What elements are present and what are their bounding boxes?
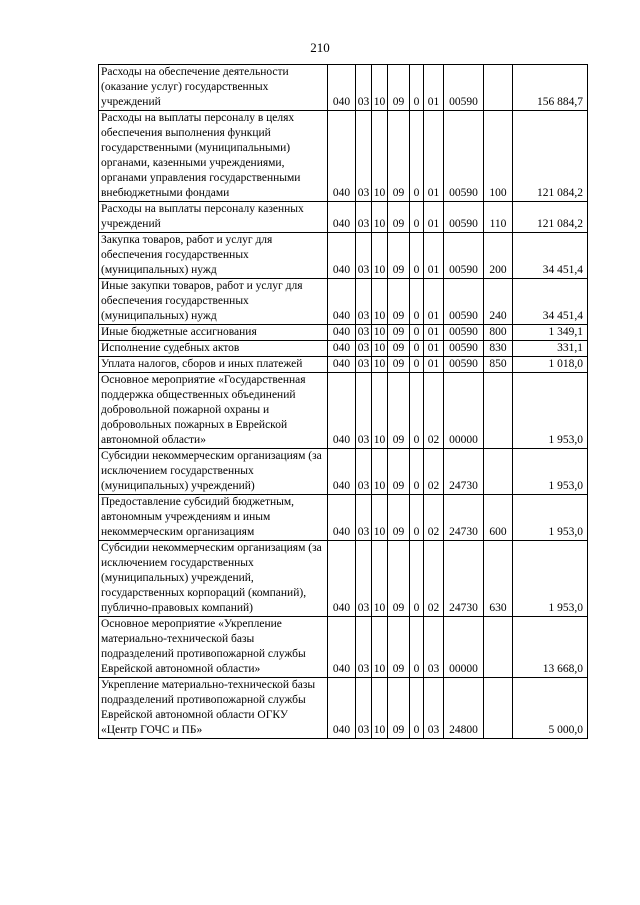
row-direction-code: 00590 xyxy=(444,357,484,373)
row-event-code: 01 xyxy=(424,279,444,325)
row-subsection-code: 10 xyxy=(372,279,388,325)
row-subprogram-code: 0 xyxy=(410,357,424,373)
row-program-code: 09 xyxy=(388,111,410,202)
row-ministry-code: 040 xyxy=(328,617,356,678)
row-amount: 34 451,4 xyxy=(513,233,588,279)
row-section-code: 03 xyxy=(356,279,372,325)
row-direction-code: 00590 xyxy=(444,279,484,325)
row-subsection-code: 10 xyxy=(372,678,388,739)
row-program-code: 09 xyxy=(388,357,410,373)
row-direction-code: 00590 xyxy=(444,65,484,111)
row-event-code: 01 xyxy=(424,357,444,373)
row-section-code: 03 xyxy=(356,617,372,678)
row-name: Расходы на выплаты персоналу казенных учреждений xyxy=(99,202,328,233)
row-event-code: 01 xyxy=(424,325,444,341)
row-subsection-code: 10 xyxy=(372,341,388,357)
row-expense-type-code: 110 xyxy=(484,202,513,233)
row-expense-type-code: 850 xyxy=(484,357,513,373)
table-row xyxy=(99,495,588,541)
row-direction-code: 24800 xyxy=(444,678,484,739)
budget-table-body xyxy=(99,65,588,739)
row-event-code: 01 xyxy=(424,202,444,233)
table-row xyxy=(99,111,588,202)
row-program-code: 09 xyxy=(388,541,410,617)
row-ministry-code: 040 xyxy=(328,233,356,279)
row-direction-code: 00590 xyxy=(444,202,484,233)
row-section-code: 03 xyxy=(356,449,372,495)
row-subprogram-code: 0 xyxy=(410,541,424,617)
row-section-code: 03 xyxy=(356,202,372,233)
row-section-code: 03 xyxy=(356,341,372,357)
row-direction-code: 00590 xyxy=(444,233,484,279)
row-ministry-code: 040 xyxy=(328,325,356,341)
row-subprogram-code: 0 xyxy=(410,325,424,341)
row-name: Субсидии некоммерческим организациям (за исключением государственных (муниципальных) учреждений) xyxy=(99,449,328,495)
row-expense-type-code: 240 xyxy=(484,279,513,325)
row-ministry-code: 040 xyxy=(328,202,356,233)
row-subprogram-code: 0 xyxy=(410,233,424,279)
row-program-code: 09 xyxy=(388,65,410,111)
row-amount: 1 953,0 xyxy=(513,373,588,449)
page-number: 210 xyxy=(310,40,330,55)
row-expense-type-code: 630 xyxy=(484,541,513,617)
row-amount: 1 018,0 xyxy=(513,357,588,373)
table-row xyxy=(99,357,588,373)
row-program-code: 09 xyxy=(388,202,410,233)
row-expense-type-code: 200 xyxy=(484,233,513,279)
row-section-code: 03 xyxy=(356,325,372,341)
row-amount: 1 953,0 xyxy=(513,449,588,495)
row-subprogram-code: 0 xyxy=(410,617,424,678)
table-row xyxy=(99,279,588,325)
row-program-code: 09 xyxy=(388,325,410,341)
table-row xyxy=(99,341,588,357)
row-ministry-code: 040 xyxy=(328,341,356,357)
row-section-code: 03 xyxy=(356,678,372,739)
table-row xyxy=(99,65,588,111)
row-program-code: 09 xyxy=(388,449,410,495)
row-expense-type-code xyxy=(484,617,513,678)
row-name: Расходы на обеспечение деятельности (оказание услуг) государственных учреждений xyxy=(99,65,328,111)
table-row xyxy=(99,678,588,739)
row-ministry-code: 040 xyxy=(328,65,356,111)
row-section-code: 03 xyxy=(356,111,372,202)
row-direction-code: 00590 xyxy=(444,325,484,341)
row-direction-code: 00590 xyxy=(444,341,484,357)
row-program-code: 09 xyxy=(388,341,410,357)
row-amount: 1 953,0 xyxy=(513,495,588,541)
row-subprogram-code: 0 xyxy=(410,279,424,325)
row-amount: 34 451,4 xyxy=(513,279,588,325)
row-subprogram-code: 0 xyxy=(410,678,424,739)
row-subsection-code: 10 xyxy=(372,65,388,111)
row-ministry-code: 040 xyxy=(328,449,356,495)
row-subprogram-code: 0 xyxy=(410,111,424,202)
row-expense-type-code: 830 xyxy=(484,341,513,357)
table-row xyxy=(99,449,588,495)
row-ministry-code: 040 xyxy=(328,357,356,373)
row-subsection-code: 10 xyxy=(372,617,388,678)
row-subsection-code: 10 xyxy=(372,111,388,202)
row-ministry-code: 040 xyxy=(328,678,356,739)
row-program-code: 09 xyxy=(388,373,410,449)
row-amount: 121 084,2 xyxy=(513,111,588,202)
row-event-code: 01 xyxy=(424,233,444,279)
table-row xyxy=(99,541,588,617)
row-expense-type-code xyxy=(484,65,513,111)
row-name: Укрепление материально-технической базы подразделений противопожарной службы Еврейской автономной области ОГКУ «Центр ГОЧС и ПБ» xyxy=(99,678,328,739)
row-amount: 13 668,0 xyxy=(513,617,588,678)
row-direction-code: 00000 xyxy=(444,373,484,449)
row-subsection-code: 10 xyxy=(372,202,388,233)
row-event-code: 03 xyxy=(424,678,444,739)
row-amount: 331,1 xyxy=(513,341,588,357)
row-event-code: 02 xyxy=(424,541,444,617)
row-subprogram-code: 0 xyxy=(410,373,424,449)
row-name: Основное мероприятие «Укрепление материально-технической базы подразделений противопожарной службы Еврейской автономной области» xyxy=(99,617,328,678)
row-event-code: 03 xyxy=(424,617,444,678)
row-program-code: 09 xyxy=(388,495,410,541)
row-section-code: 03 xyxy=(356,233,372,279)
row-name: Иные бюджетные ассигнования xyxy=(99,325,328,341)
row-subprogram-code: 0 xyxy=(410,495,424,541)
row-event-code: 01 xyxy=(424,111,444,202)
row-subsection-code: 10 xyxy=(372,541,388,617)
row-name: Основное мероприятие «Государственная поддержка общественных объединений добровольной пожарной охраны и добровольных пожарных в Еврейской автономной области» xyxy=(99,373,328,449)
row-event-code: 01 xyxy=(424,65,444,111)
table-row xyxy=(99,617,588,678)
row-event-code: 01 xyxy=(424,341,444,357)
row-expense-type-code xyxy=(484,678,513,739)
row-direction-code: 24730 xyxy=(444,449,484,495)
row-direction-code: 24730 xyxy=(444,541,484,617)
row-section-code: 03 xyxy=(356,495,372,541)
row-subsection-code: 10 xyxy=(372,357,388,373)
row-direction-code: 00000 xyxy=(444,617,484,678)
row-ministry-code: 040 xyxy=(328,373,356,449)
row-subsection-code: 10 xyxy=(372,495,388,541)
row-subprogram-code: 0 xyxy=(410,449,424,495)
row-subprogram-code: 0 xyxy=(410,65,424,111)
row-name: Уплата налогов, сборов и иных платежей xyxy=(99,357,328,373)
row-expense-type-code: 800 xyxy=(484,325,513,341)
table-row xyxy=(99,202,588,233)
row-ministry-code: 040 xyxy=(328,541,356,617)
budget-table xyxy=(98,64,588,739)
row-program-code: 09 xyxy=(388,617,410,678)
row-expense-type-code: 600 xyxy=(484,495,513,541)
row-amount: 156 884,7 xyxy=(513,65,588,111)
row-ministry-code: 040 xyxy=(328,495,356,541)
row-subsection-code: 10 xyxy=(372,233,388,279)
row-expense-type-code xyxy=(484,449,513,495)
row-name: Исполнение судебных актов xyxy=(99,341,328,357)
table-row xyxy=(99,373,588,449)
row-expense-type-code xyxy=(484,373,513,449)
row-name: Иные закупки товаров, работ и услуг для обеспечения государственных (муниципальных) нужд xyxy=(99,279,328,325)
row-subsection-code: 10 xyxy=(372,373,388,449)
row-section-code: 03 xyxy=(356,65,372,111)
row-event-code: 02 xyxy=(424,449,444,495)
row-name: Предоставление субсидий бюджетным, автономным учреждениям и иным некоммерческим организациям xyxy=(99,495,328,541)
row-event-code: 02 xyxy=(424,495,444,541)
row-ministry-code: 040 xyxy=(328,111,356,202)
row-subprogram-code: 0 xyxy=(410,341,424,357)
row-direction-code: 00590 xyxy=(444,111,484,202)
row-amount: 1 349,1 xyxy=(513,325,588,341)
row-amount: 1 953,0 xyxy=(513,541,588,617)
row-name: Расходы на выплаты персоналу в целях обеспечения выполнения функций государственными (муниципальными) органами, казенными учреждениями, органами управления государственными внебюджетными фондами xyxy=(99,111,328,202)
row-section-code: 03 xyxy=(356,541,372,617)
row-name: Закупка товаров, работ и услуг для обеспечения государственных (муниципальных) нужд xyxy=(99,233,328,279)
row-amount: 5 000,0 xyxy=(513,678,588,739)
table-row xyxy=(99,325,588,341)
row-amount: 121 084,2 xyxy=(513,202,588,233)
row-program-code: 09 xyxy=(388,233,410,279)
row-ministry-code: 040 xyxy=(328,279,356,325)
row-subprogram-code: 0 xyxy=(410,202,424,233)
row-subsection-code: 10 xyxy=(372,325,388,341)
row-program-code: 09 xyxy=(388,678,410,739)
row-subsection-code: 10 xyxy=(372,449,388,495)
row-section-code: 03 xyxy=(356,357,372,373)
table-row xyxy=(99,233,588,279)
row-direction-code: 24730 xyxy=(444,495,484,541)
row-expense-type-code: 100 xyxy=(484,111,513,202)
row-program-code: 09 xyxy=(388,279,410,325)
row-name: Субсидии некоммерческим организациям (за исключением государственных (муниципальных) учреждений, государственных корпораций (компаний), публично-правовых компаний) xyxy=(99,541,328,617)
row-event-code: 02 xyxy=(424,373,444,449)
row-section-code: 03 xyxy=(356,373,372,449)
